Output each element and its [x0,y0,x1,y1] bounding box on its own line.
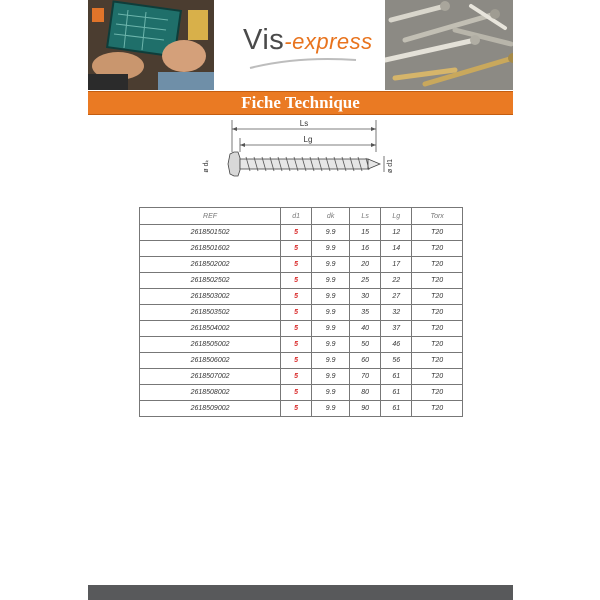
cell-dk: 9.9 [312,273,350,289]
table-row [140,305,463,321]
brand-swoosh-icon [248,56,358,70]
cell-ref: 2618501502 [140,225,281,241]
screw-dimension-diagram [198,114,398,196]
brand-suffix: -express [284,29,373,54]
cell-d1: 5 [281,273,312,289]
cell-torx: T20 [412,289,463,305]
cell-ls: 40 [350,321,381,337]
cell-d1: 5 [281,369,312,385]
cell-torx: T20 [412,257,463,273]
cell-torx: T20 [412,385,463,401]
cell-dk: 9.9 [312,401,350,417]
spec-table [139,207,463,417]
cell-d1: 5 [281,289,312,305]
table-row [140,225,463,241]
cell-dk: 9.9 [312,337,350,353]
cell-lg: 37 [381,321,412,337]
cell-dk: 9.9 [312,353,350,369]
cell-lg: 32 [381,305,412,321]
cell-ref: 2618503502 [140,305,281,321]
table-row [140,241,463,257]
cell-ref: 2618505002 [140,337,281,353]
table-row [140,369,463,385]
cell-ls: 16 [350,241,381,257]
cell-d1: 5 [281,321,312,337]
cell-d1: 5 [281,337,312,353]
brand-name: Vis [243,24,285,56]
cell-ref: 2618508002 [140,385,281,401]
datasheet-page [88,0,513,600]
cell-ref: 2618507002 [140,369,281,385]
cell-dk: 9.9 [312,289,350,305]
table-row [140,273,463,289]
cell-lg: 61 [381,385,412,401]
col-header-d1: d1 [281,208,312,225]
label-ls: Ls [299,119,309,128]
table-row [140,257,463,273]
cell-dk: 9.9 [312,257,350,273]
cell-dk: 9.9 [312,305,350,321]
table-row [140,337,463,353]
label-d1: ø d1 [387,158,394,174]
cell-d1: 5 [281,401,312,417]
cell-torx: T20 [412,241,463,257]
cell-ref: 2618502002 [140,257,281,273]
cell-dk: 9.9 [312,225,350,241]
col-header-dk: dk [312,208,350,225]
cell-ref: 2618509002 [140,401,281,417]
cell-d1: 5 [281,353,312,369]
cell-ref: 2618503002 [140,289,281,305]
cell-dk: 9.9 [312,321,350,337]
cell-d1: 5 [281,305,312,321]
table-row [140,401,463,417]
footer-bar [88,585,513,600]
cell-torx: T20 [412,337,463,353]
cell-ls: 15 [350,225,381,241]
cell-lg: 56 [381,353,412,369]
cell-dk: 9.9 [312,369,350,385]
cell-lg: 61 [381,369,412,385]
cell-ls: 30 [350,289,381,305]
cell-lg: 22 [381,273,412,289]
cell-ref: 2618502502 [140,273,281,289]
col-header-ref: REF [140,208,281,225]
label-dk: ø dₖ [203,159,210,173]
cell-lg: 14 [381,241,412,257]
cell-torx: T20 [412,305,463,321]
col-header-ls: Ls [350,208,381,225]
cell-ls: 80 [350,385,381,401]
col-header-lg: Lg [381,208,412,225]
cell-lg: 27 [381,289,412,305]
brand-logo [243,24,373,57]
page-title: Fiche Technique [241,93,360,112]
cell-lg: 61 [381,401,412,417]
cell-d1: 5 [281,241,312,257]
cell-ls: 35 [350,305,381,321]
cell-lg: 17 [381,257,412,273]
cell-lg: 46 [381,337,412,353]
cell-torx: T20 [412,369,463,385]
cell-ref: 2618501602 [140,241,281,257]
cell-ls: 70 [350,369,381,385]
cell-d1: 5 [281,385,312,401]
cell-lg: 12 [381,225,412,241]
table-row [140,289,463,305]
table-row [140,353,463,369]
table-header-row [140,208,463,225]
cell-dk: 9.9 [312,385,350,401]
cell-ls: 25 [350,273,381,289]
table-row [140,385,463,401]
col-header-torx: Torx [412,208,463,225]
cell-torx: T20 [412,321,463,337]
cell-ref: 2618504002 [140,321,281,337]
cell-torx: T20 [412,401,463,417]
title-banner [88,91,513,115]
cell-dk: 9.9 [312,241,350,257]
cell-ls: 60 [350,353,381,369]
header-photo-screws [385,0,513,90]
cell-ls: 90 [350,401,381,417]
label-lg: Lg [303,135,313,144]
cell-ref: 2618506002 [140,353,281,369]
cell-torx: T20 [412,273,463,289]
cell-torx: T20 [412,353,463,369]
cell-ls: 20 [350,257,381,273]
cell-ls: 50 [350,337,381,353]
cell-torx: T20 [412,225,463,241]
cell-d1: 5 [281,257,312,273]
cell-d1: 5 [281,225,312,241]
header-photo-workshop [88,0,214,90]
table-row [140,321,463,337]
